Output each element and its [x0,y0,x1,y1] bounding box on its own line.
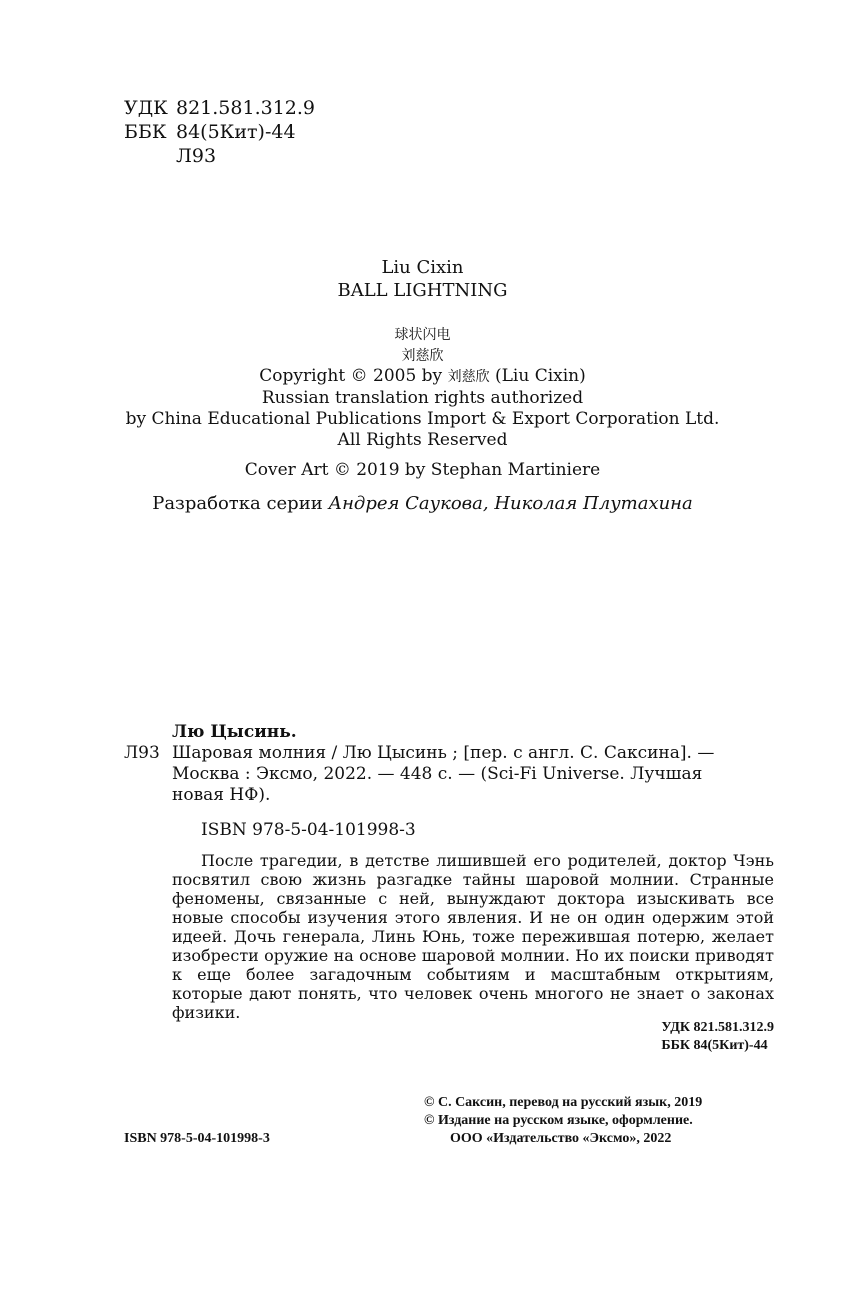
bib-author-heading: Лю Цысинь. [172,722,297,742]
series-prefix: Разработка серии [152,493,323,514]
bbk-line [124,120,315,144]
edition-copyright-1: © Издание на русском языке, оформление. [424,1113,693,1128]
footer-copyrights [424,1094,702,1148]
bbk-value: 84(5Кит)-44 [176,121,296,143]
copyright-line [0,366,845,388]
footer-bbk: ББК 84(5Кит)-44 [661,1038,768,1053]
bib-line-2: Москва : Эксмо, 2022. — 448 с. — (Sci-Fi Universe. Лучшая [172,764,703,784]
chinese-author: 刘慈欣 [401,348,444,364]
udk-label: УДК [124,97,168,119]
bib-line-1: Шаровая молния / Лю Цысинь ; [пер. с англ. С. Саксина]. — [172,743,715,763]
bib-code: Л93 [124,743,160,763]
footer-udk: УДК 821.581.312.9 [661,1020,774,1035]
copyright-suffix: (Liu Cixin) [494,366,586,386]
bibliographic-record [124,722,774,806]
rights-line-4: All Rights Reserved [337,430,508,450]
author-mark: Л93 [176,145,217,167]
annotation-paragraph: После трагедии, в детстве лишившей его родителей, доктор Чэнь посвятил свою жизнь разгадке тайны шаровой молнии. Странные феномены, связанные с ней, вынуждают доктора изыскивать все новые способы изучения этого явления. И не он один одержим этой идеей. Дочь генерала, Линь Юнь, тоже пережившая потерю, желает изобрести оружие на основе шаровой молнии. Но их поиски приводят к еще более загадочным событиям и масштабным открытиям, которые дают понять, что человек очень многого не знает о законах физики. [172,851,774,1022]
rights-block [0,366,845,451]
bbk-label: ББК [124,121,167,143]
udk-value: 821.581.312.9 [176,97,316,119]
classification-block [124,96,315,168]
cover-art-credit: Cover Art © 2019 by Stephan Martiniere [244,460,601,480]
original-title-block [0,256,845,302]
bib-line-3: новая НФ). [172,785,271,805]
footer-isbn: ISBN 978-5-04-101998-3 [124,1131,270,1146]
chinese-title-block [0,325,845,367]
chinese-title: 球状闪电 [394,327,451,343]
rights-line-3: by China Educational Publications Import & Export Corporation Ltd. [125,409,720,429]
copyright-prefix: Copyright © 2005 by [259,366,443,386]
edition-copyright-2: ООО «Издательство «Эксмо», 2022 [450,1131,672,1146]
series-design-credit [0,492,845,515]
udk-line [124,96,315,120]
copyright-author-cn: 刘慈欣 [447,369,490,385]
bib-isbn: ISBN 978-5-04-101998-3 [201,820,416,840]
footer-codes [661,1019,774,1055]
translation-copyright: © С. Саксин, перевод на русский язык, 2019 [424,1095,703,1110]
rights-line-2: Russian translation rights authorized [261,388,584,408]
series-names: Андрея Саукова, Николая Плутахина [328,493,693,514]
original-title: BALL LIGHTNING [337,280,508,301]
original-author: Liu Cixin [381,257,464,278]
bib-first-row [124,743,774,764]
